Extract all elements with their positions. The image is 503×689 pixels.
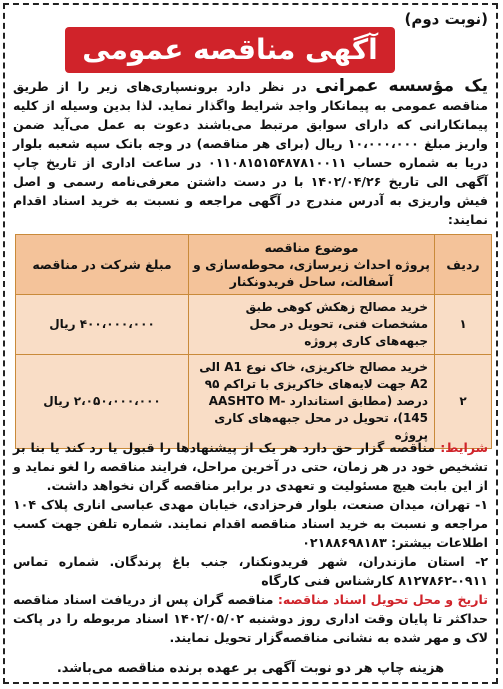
- table-header-row: [16, 235, 492, 295]
- delivery-paragraph: [13, 590, 488, 647]
- conditions-label: شرایط:: [440, 440, 488, 455]
- header-row-number: ردیف: [435, 235, 492, 295]
- tender-table: [15, 234, 492, 449]
- mazandaran-address: ۲- استان مازندران، شهر فریدونکنار، جنب باغ پرندگان. شماره تماس ۰۹۱۱-۸۱۲۷۸۶۲ کارشناس فنی کارگاه: [13, 554, 488, 588]
- notice-title: آگهی مناقصه عمومی: [65, 27, 395, 73]
- table-row: [16, 295, 492, 355]
- conditions-paragraph: [13, 438, 488, 495]
- intro-text: در نظر دارد برونسپاری‌های زیر را از طریق مناقصه عمومی به پیمانکار واجد شرایط واگذار نماید. لذا بدین وسیله از کلیه پیمانکارانی که دارای سوابق مرتبط می‌باشند دعوت به عمل می‌آید ضمن واریز مبلغ ۱۰،۰۰۰،۰۰۰ ریال (برای هر مناقصه) در وجه بانک سپه شعبه بلوار دریا به شماره حساب ۰۱۱۰۸۱۵۱۵۴۸۷۸۱۰۰۱۱ در ساعت اداری از تاریخ چاپ آگهی الی تاریخ ۱۴۰۲/۰۴/۲۶ با در دست داشتن معرفی‌نامه رسمی و اصل فیش واریزی به آدرس مندرج در آگهی مراجعه و نسبت به خرید اسناد اقدام نمایند:: [13, 79, 489, 227]
- row-description: خرید مصالح زهکش کوهی طبق مشخصات فنی، تحویل در محل جبهه‌های کاری پروژه: [189, 295, 435, 355]
- conditions-section: [13, 438, 488, 647]
- row-amount: ۴۰۰،۰۰۰،۰۰۰ ریال: [16, 295, 189, 355]
- round-badge: (نوبت دوم): [404, 10, 488, 28]
- table-row: [16, 355, 492, 449]
- header-subject: موضوع مناقصه پروژه احداث زیرسازی، محوطه‌سازی و آسفالت، ساحل فریدونکنار: [189, 235, 435, 295]
- conditions-text: مناقصه گزار حق دارد هر یک از پیشنهادها را قبول یا رد کند یا بنا بر تشخیص خود در هر زمان، حتی در آخرین مراحل، فرایند مناقصه را لغو نماید و از این بابت هیچ مسئولیت و تعهدی در برابر مناقصه گران نخواهد داشت.: [13, 440, 488, 493]
- delivery-text: مناقصه گران پس از دریافت اسناد مناقصه حداکثر تا پایان وقت اداری روز دوشنبه ۱۴۰۲/۰۵/۰۲ اسناد مربوطه را در پاکت لاک و مهر شده به نشانی مناقصه‌گزار تحویل نمایند.: [13, 592, 489, 645]
- notice-frame: [3, 3, 498, 684]
- tehran-address: ۱- تهران، میدان صنعت، بلوار فرحزادی، خیابان مهدی عباسی اناری پلاک ۱۰۴ مراجعه و نسبت به خرید اسناد مناقصه اقدام نمایند. شماره تلفن جهت کسب اطلاعات بیشتر: ۰۲۱۸۸۶۹۸۱۸۳: [13, 497, 488, 550]
- row-amount: ۲،۰۵۰،۰۰۰،۰۰۰ ریال: [16, 355, 189, 449]
- header-deposit: مبلغ شرکت در مناقصه: [16, 235, 189, 295]
- row-number: ۱: [435, 295, 492, 355]
- organization-name: یک مؤسسه عمرانی: [315, 76, 488, 96]
- row-description: خرید مصالح خاکریزی، خاک نوع A1 الی A2 جهت لایه‌های خاکریزی با تراکم ۹۵ درصد (مطابق استاندارد AASHTO M-145)، تحویل در محل جبهه‌های کاری پروژه: [189, 355, 435, 449]
- intro-paragraph: [13, 77, 488, 229]
- delivery-label: تاریخ و محل تحویل اسناد مناقصه:: [277, 592, 488, 607]
- footer-note: هزینه چاپ هر دو نوبت آگهی بر عهده برنده مناقصه می‌باشد.: [56, 661, 445, 676]
- row-number: ۲: [435, 355, 492, 449]
